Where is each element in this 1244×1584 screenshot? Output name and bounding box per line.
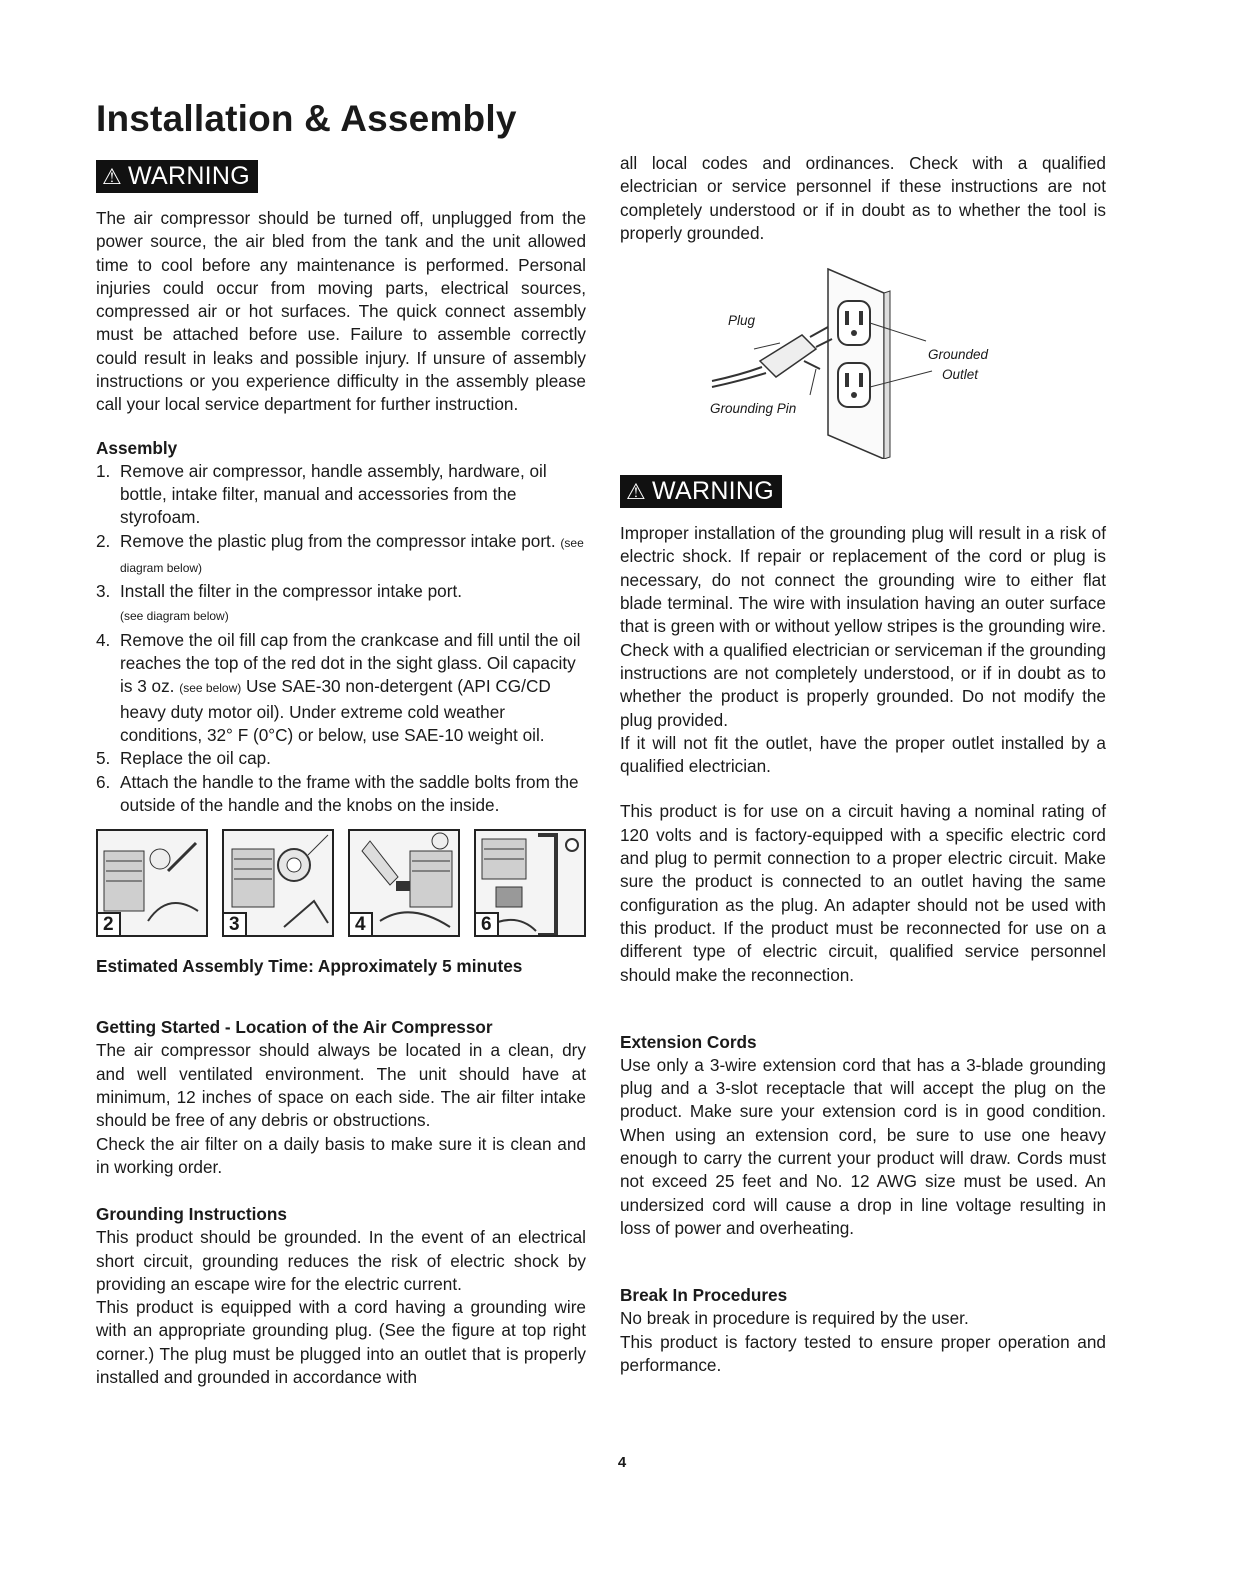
assembly-figures bbox=[96, 829, 586, 937]
assembly-figure bbox=[96, 829, 208, 937]
figure-number: 2 bbox=[98, 912, 121, 935]
getting-started-paragraph: Check the air filter on a daily basis to make sure it is clean and in working order. bbox=[96, 1133, 586, 1177]
grounding-warning-paragraph: Improper installation of the grounding plug will result in a risk of electric shock. If repair or replacement of the cord or plug is necessary, do not connect the grounding wire to either flat blade terminal. The wire with insulation having an outer surface that is green with or without yellow stripes is the grounding wire. Check with a qualified electrician or serviceman if the grounding instructions are not completely understood, or if in doubt as to whether the product is properly grounded. Do not modify the plug provided. bbox=[620, 523, 1106, 730]
figure-number: 4 bbox=[350, 912, 373, 935]
break-in-paragraph: This product is factory tested to ensure proper operation and performance. bbox=[620, 1331, 1106, 1375]
warning-icon: ⚠ bbox=[626, 479, 647, 505]
page-title: Installation & Assembly bbox=[96, 98, 517, 139]
outlet-label: Outlet bbox=[942, 367, 979, 383]
break-in-heading: Break In Procedures bbox=[620, 1285, 788, 1306]
figure-number: 3 bbox=[224, 912, 247, 935]
break-in-section bbox=[620, 1284, 1106, 1377]
assembly-heading: Assembly bbox=[96, 437, 178, 458]
extension-cords-paragraph: Use only a 3-wire extension cord that has a 3-blade grounding plug and a 3-slot receptacle that will accept the plug on the product. Make sure your extension cord is in good condition. When using an extension cord, be sure to use one heavy enough to carry the current your product will draw. Cords must not exceed 25 feet and No. 12 AWG size must be used. An undersized cord will cause a drop in line voltage resulting in loss of power and overheating. bbox=[620, 1054, 1106, 1238]
list-item: 6. Attach the handle to the frame with the saddle bolts from the outside of the handle and the knobs on the inside. bbox=[96, 771, 579, 815]
extension-cords-section bbox=[620, 1031, 1106, 1240]
plug-label: Plug bbox=[728, 313, 756, 329]
right-column bbox=[620, 152, 1106, 1377]
grounding-pin-label: Grounding Pin bbox=[710, 401, 797, 417]
grounding-warning-paragraph: If it will not fit the outlet, have the proper outlet installed by a qualified electrician. bbox=[620, 732, 1106, 777]
diagram-reference: (see diagram below) bbox=[120, 535, 584, 575]
list-item: 5. Replace the oil cap. bbox=[96, 748, 271, 769]
plug-and-outlet-illustration bbox=[620, 263, 1106, 459]
assembly-figure bbox=[222, 829, 334, 937]
grounding-continued-paragraph: all local codes and ordinances. Check with a qualified electrician or service personnel if these instructions are not completely understood or if in doubt as to whether the tool is properly grounded. bbox=[620, 153, 1106, 243]
list-item: 2. Remove the plastic plug from the compressor intake port. (see diagram below) bbox=[96, 530, 584, 575]
warning-label: WARNING bbox=[652, 477, 775, 506]
break-in-paragraph: No break in procedure is required by the user. bbox=[620, 1308, 969, 1329]
assembly-steps bbox=[96, 460, 586, 817]
estimated-assembly-time: Estimated Assembly Time: Approximately 5 minutes bbox=[96, 956, 523, 977]
grounding-paragraph: This product should be grounded. In the event of an electrical short circuit, grounding reduces the risk of electric shock by providing an escape wire for the electric current. bbox=[96, 1227, 586, 1294]
left-column bbox=[96, 160, 586, 1389]
list-item: 1. Remove air compressor, handle assembly, hardware, oil bottle, intake filter, manual and accessories from the styrofoam. bbox=[96, 460, 547, 528]
warning-badge bbox=[96, 160, 258, 193]
circuit-paragraph: This product is for use on a circuit having a nominal rating of 120 volts and is factory-equipped with a specific electric cord and plug to permit connection to a proper electric circuit. Make sure the product is connected to an outlet having the same configuration as the plug. An adapter should not be used with this product. If the product must be reconnected for use on a different type of electric circuit, qualified service personnel should make the reconnection. bbox=[620, 801, 1106, 985]
grounding-paragraph: This product is equipped with a cord having a grounding wire with an appropriate grounding plug. (See the figure at top right corner.) The plug must be plugged into an outlet that is properly installed and grounded in accordance with bbox=[96, 1297, 586, 1387]
grounding-heading: Grounding Instructions bbox=[96, 1204, 287, 1225]
assembly-figure bbox=[474, 829, 586, 937]
grounded-outlet-figure bbox=[620, 263, 1106, 459]
list-item: 4. Remove the oil fill cap from the crankcase and fill until the oil reaches the top of the red dot in the sight glass. Oil capacity is 3 oz. (see below) Use SAE-30 non-detergent (API CG/CD heavy duty motor oil). Under extreme cold weather conditions, 32° F (0°C) or below, use SAE-10 weight oil. bbox=[96, 629, 581, 745]
grounded-label: Grounded bbox=[928, 347, 989, 363]
getting-started-paragraph: The air compressor should always be located in a clean, dry and well ventilated environment. The unit should have at minimum, 12 inches of space on each side. The air filter intake should be free of any debris or obstructions. bbox=[96, 1040, 586, 1131]
assembly-figure bbox=[348, 829, 460, 937]
list-item: 3. Install the filter in the compressor intake port. (see diagram below) bbox=[96, 581, 462, 624]
warning-badge bbox=[620, 475, 782, 508]
warning-label: WARNING bbox=[128, 162, 251, 190]
figure-number: 6 bbox=[476, 912, 499, 935]
intro-paragraph: The air compressor should be turned off, unplugged from the power source, the air bled from the tank and the unit allowed time to cool before any maintenance is performed. Personal injuries could occur from moving parts, electrical sources, compressed air or hot surfaces. The quick connect assembly must be attached before use. Failure to assemble correctly could result in leaks and possible injury. If unsure of assembly instructions or you experience difficulty in the assembly please call your local service department for further instruction. bbox=[96, 208, 586, 415]
diagram-reference: (see below) bbox=[179, 681, 242, 696]
diagram-reference: (see diagram below) bbox=[120, 609, 229, 624]
page-number: 4 bbox=[617, 1454, 627, 1471]
warning-icon: ⚠ bbox=[102, 164, 123, 189]
grounding-section bbox=[96, 1203, 586, 1389]
extension-cords-heading: Extension Cords bbox=[620, 1031, 757, 1052]
getting-started-section bbox=[96, 1016, 586, 1179]
getting-started-heading: Getting Started - Location of the Air Compressor bbox=[96, 1017, 493, 1038]
